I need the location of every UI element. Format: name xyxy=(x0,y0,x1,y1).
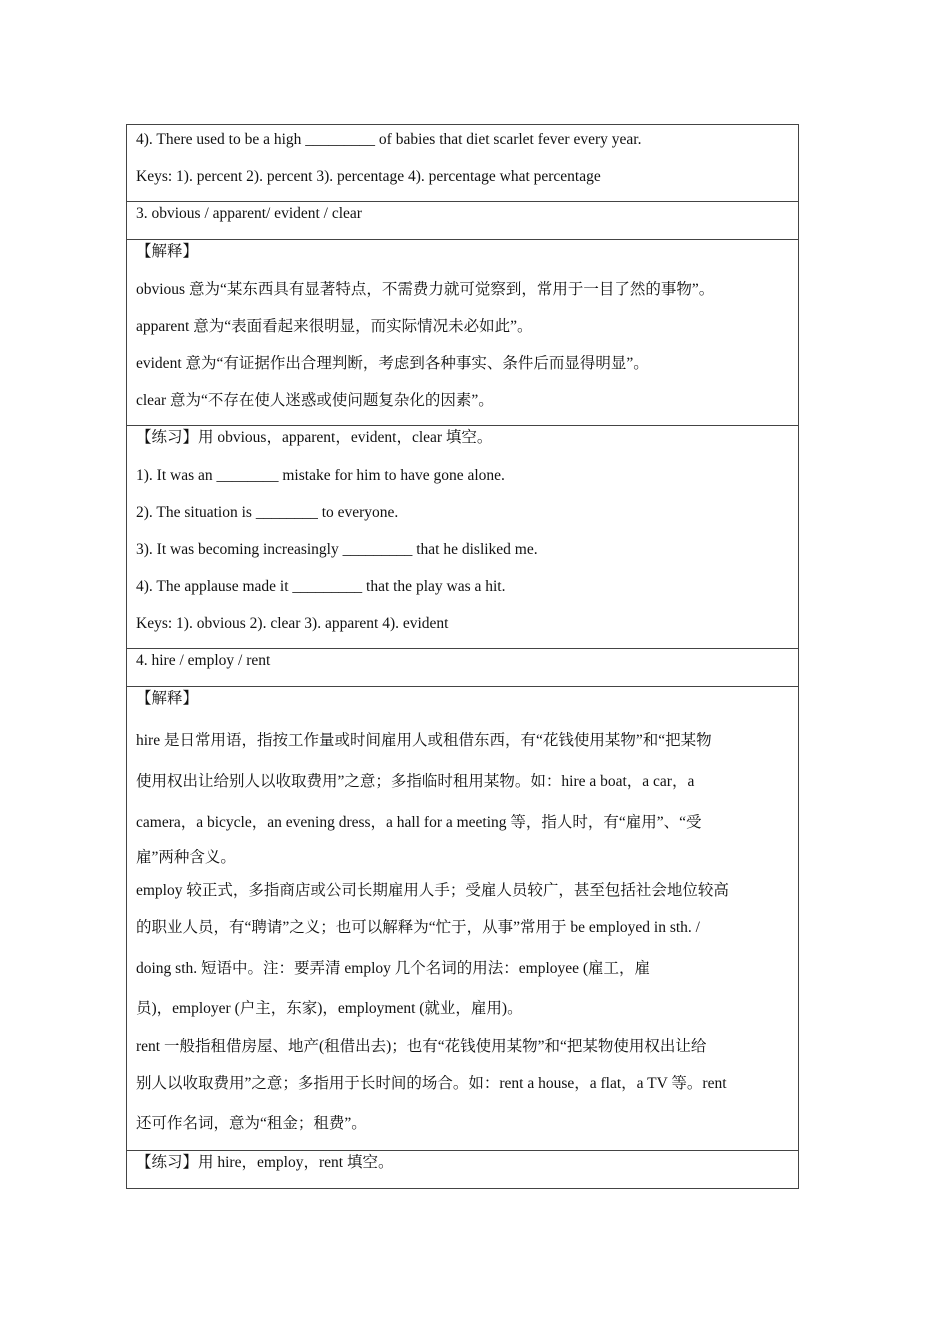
practice-label: 【练习】用 obvious，apparent，evident，clear 填空。 xyxy=(136,429,493,446)
paragraph-line: doing sth. 短语中。注：要弄清 employ 几个名词的用法：employee (雇工，雇 xyxy=(136,960,651,977)
hire-paragraph xyxy=(136,720,789,873)
explanation-label: 【解释】 xyxy=(136,690,199,707)
percent-practice-cell xyxy=(127,125,798,201)
explanation-line: obvious 意为“某东西具有显著特点，不需费力就可觉察到，常用于一目了然的事物”。 xyxy=(136,281,715,298)
paragraph-line: 别人以收取费用”之意；多指用于长时间的场合。如：rent a house，a flat，a TV 等。rent xyxy=(136,1075,727,1092)
paragraph-line: rent 一般指租借房屋、地产(租借出去)；也有“花钱使用某物”和“把某物使用权出让给 xyxy=(136,1038,707,1055)
question-line: 4). The applause made it _________ that the play was a hit. xyxy=(136,578,506,595)
paragraph-line: 员)，employer (户主，东家)，employment (就业，雇用)。 xyxy=(136,1000,523,1017)
explanation-line: clear 意为“不存在使人迷惑或使问题复杂化的因素”。 xyxy=(136,392,494,409)
answer-keys: Keys: 1). percent 2). percent 3). percentage 4). percentage what percentage xyxy=(136,168,601,185)
practice-label: 【练习】用 hire，employ，rent 填空。 xyxy=(136,1154,394,1171)
paragraph-line: hire 是日常用语，指按工作量或时间雇用人或租借东西，有“花钱使用某物”和“把某物 xyxy=(136,732,712,749)
paragraph-line: 的职业人员，有“聘请”之义；也可以解释为“忙于，从事”常用于 be employed in sth. / xyxy=(136,919,700,936)
explanation-line: apparent 意为“表面看起来很明显，而实际情况未必如此”。 xyxy=(136,318,533,335)
explanation-cell xyxy=(127,686,798,1150)
paragraph-line: 雇”两种含义。 xyxy=(136,849,236,866)
section-heading-cell xyxy=(127,648,798,686)
rent-paragraph xyxy=(136,1031,789,1144)
question-line: 1). It was an ________ mistake for him to have gone alone. xyxy=(136,467,505,484)
question-line: 3). It was becoming increasingly _________ that he disliked me. xyxy=(136,541,538,558)
question-line: 2). The situation is ________ to everyone. xyxy=(136,504,399,521)
paragraph-line: employ 较正式，多指商店或公司长期雇用人手；受雇人员较广，甚至包括社会地位较高 xyxy=(136,882,729,899)
explanation-cell xyxy=(127,239,798,425)
section-heading: 4. hire / employ / rent xyxy=(136,652,271,669)
explanation-label: 【解释】 xyxy=(136,243,199,260)
question-line: 4). There used to be a high _________ of babies that diet scarlet fever every year. xyxy=(136,131,642,148)
section-heading-cell xyxy=(127,201,798,239)
paragraph-line: 使用权出让给别人以收取费用”之意；多指临时租用某物。如：hire a boat，a car，a xyxy=(136,773,695,790)
paragraph-line: 还可作名词，意为“租金；租费”。 xyxy=(136,1115,367,1132)
section-heading: 3. obvious / apparent/ evident / clear xyxy=(136,205,362,222)
practice-cell xyxy=(127,425,798,648)
practice-cell xyxy=(127,1150,798,1188)
answer-keys: Keys: 1). obvious 2). clear 3). apparent 4). evident xyxy=(136,615,449,632)
paragraph-line: camera，a bicycle，an evening dress，a hall for a meeting 等，指人时，有“雇用”、“受 xyxy=(136,814,702,831)
document-table xyxy=(126,124,799,1189)
explanation-line: evident 意为“有证据作出合理判断，考虑到各种事实、条件后而显得明显”。 xyxy=(136,355,649,372)
employ-paragraph xyxy=(136,875,789,1029)
